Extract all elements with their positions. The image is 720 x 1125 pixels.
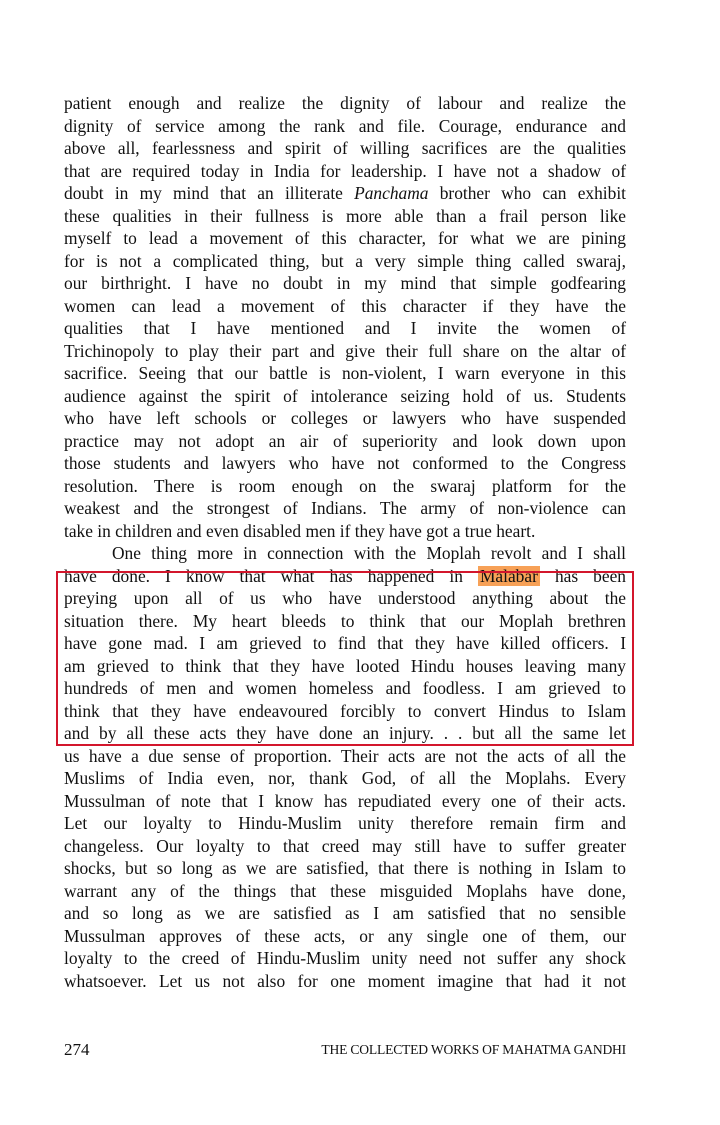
text-line: changeless. Our loyalty to that creed may still have to suffer greater bbox=[64, 835, 626, 856]
text-line bbox=[64, 182, 626, 205]
page-body bbox=[64, 92, 626, 992]
text-line: audience against the spirit of intolerance seizing hold of us. Students bbox=[64, 385, 626, 406]
text-line: myself to lead a movement of this character, for what we are pining bbox=[64, 228, 626, 248]
text-segment: has been bbox=[539, 565, 626, 586]
text-line: women can lead a movement of this character if they have the bbox=[64, 295, 626, 316]
text-line: loyalty to the creed of Hindu-Muslim unity need not suffer any shock bbox=[64, 948, 626, 968]
text-line: and by all these acts they have done an injury. . . but all the same let bbox=[64, 723, 626, 743]
text-line: qualities that I have mentioned and I invite the women of bbox=[64, 318, 626, 338]
text-line: Mussulman approves of these acts, or any single one of them, our bbox=[64, 925, 626, 946]
text-line: have gone mad. I am grieved to find that they have killed officers. I bbox=[64, 633, 626, 653]
text-line: situation there. My heart bleeds to think that our Moplah brethren bbox=[64, 610, 626, 631]
text-line: practice may not adopt an air of superiority and look down upon bbox=[64, 430, 626, 451]
text-line: Muslims of India even, nor, thank God, of all the Moplahs. Every bbox=[64, 768, 626, 788]
text-line: preying upon all of us who have understood anything about the bbox=[64, 588, 626, 608]
text-line: these qualities in their fullness is more able than a frail person like bbox=[64, 205, 626, 226]
text-line: our birthright. I have no doubt in my mind that simple godfearing bbox=[64, 273, 626, 293]
text-line: dignity of service among the rank and file. Courage, endurance and bbox=[64, 115, 626, 136]
text-line: resolution. There is room enough on the swaraj platform for the bbox=[64, 475, 626, 496]
text-segment: brother who can exhibit bbox=[428, 183, 626, 203]
text-line: whatsoever. Let us not also for one moment imagine that had it not bbox=[64, 970, 626, 991]
text-line: think that they have endeavoured forcibly to convert Hindus to Islam bbox=[64, 700, 626, 721]
text-line: shocks, but so long as we are satisfied, that there is nothing in Islam to bbox=[64, 858, 626, 878]
text-line: take in children and even disabled men if they have got a true heart. bbox=[64, 520, 536, 541]
text-line: Let our loyalty to Hindu-Muslim unity therefore remain firm and bbox=[64, 813, 626, 833]
running-title: THE COLLECTED WORKS OF MAHATMA GANDHI bbox=[321, 1042, 626, 1057]
highlighted-word: Malabar bbox=[479, 565, 538, 586]
text-line: that are required today in India for leadership. I have not a shadow of bbox=[64, 160, 626, 181]
page-footer bbox=[64, 1040, 626, 1064]
text-line: above all, fearlessness and spirit of willing sacrifices are the qualities bbox=[64, 138, 626, 158]
text-segment: have done. I know that what has happened in bbox=[64, 565, 478, 586]
text-line: One thing more in connection with the Moplah revolt and I shall bbox=[112, 543, 626, 563]
text-line: patient enough and realize the dignity of labour and realize the bbox=[64, 93, 626, 113]
text-segment: doubt in my mind that an illiterate bbox=[64, 183, 355, 203]
paragraph bbox=[64, 92, 626, 542]
text-line: am grieved to think that they have looted Hindu houses leaving many bbox=[64, 655, 626, 676]
text-line: and so long as we are satisfied as I am satisfied that no sensible bbox=[64, 903, 626, 923]
text-line: weakest and the strongest of Indians. The army of non-violence can bbox=[64, 498, 626, 518]
text-line: Trichinopoly to play their part and give their full share on the altar of bbox=[64, 340, 626, 361]
text-line: those students and lawyers who have not conformed to the Congress bbox=[64, 453, 626, 473]
text-line: us have a due sense of proportion. Their acts are not the acts of all the bbox=[64, 745, 626, 766]
text-line: who have left schools or colleges or lawyers who have suspended bbox=[64, 408, 626, 428]
text-line: warrant any of the things that these misguided Moplahs have done, bbox=[64, 880, 626, 901]
text-line: hundreds of men and women homeless and foodless. I am grieved to bbox=[64, 678, 626, 698]
annotation-box bbox=[56, 571, 634, 746]
text-line: for is not a complicated thing, but a very simple thing called swaraj, bbox=[64, 250, 626, 271]
text-line: sacrifice. Seeing that our battle is non-violent, I warn everyone in this bbox=[64, 363, 626, 383]
italic-term: Panchama bbox=[354, 183, 429, 203]
page-number: 274 bbox=[64, 1040, 90, 1059]
text-line: Mussulman of note that I know has repudiated every one of their acts. bbox=[64, 790, 626, 811]
